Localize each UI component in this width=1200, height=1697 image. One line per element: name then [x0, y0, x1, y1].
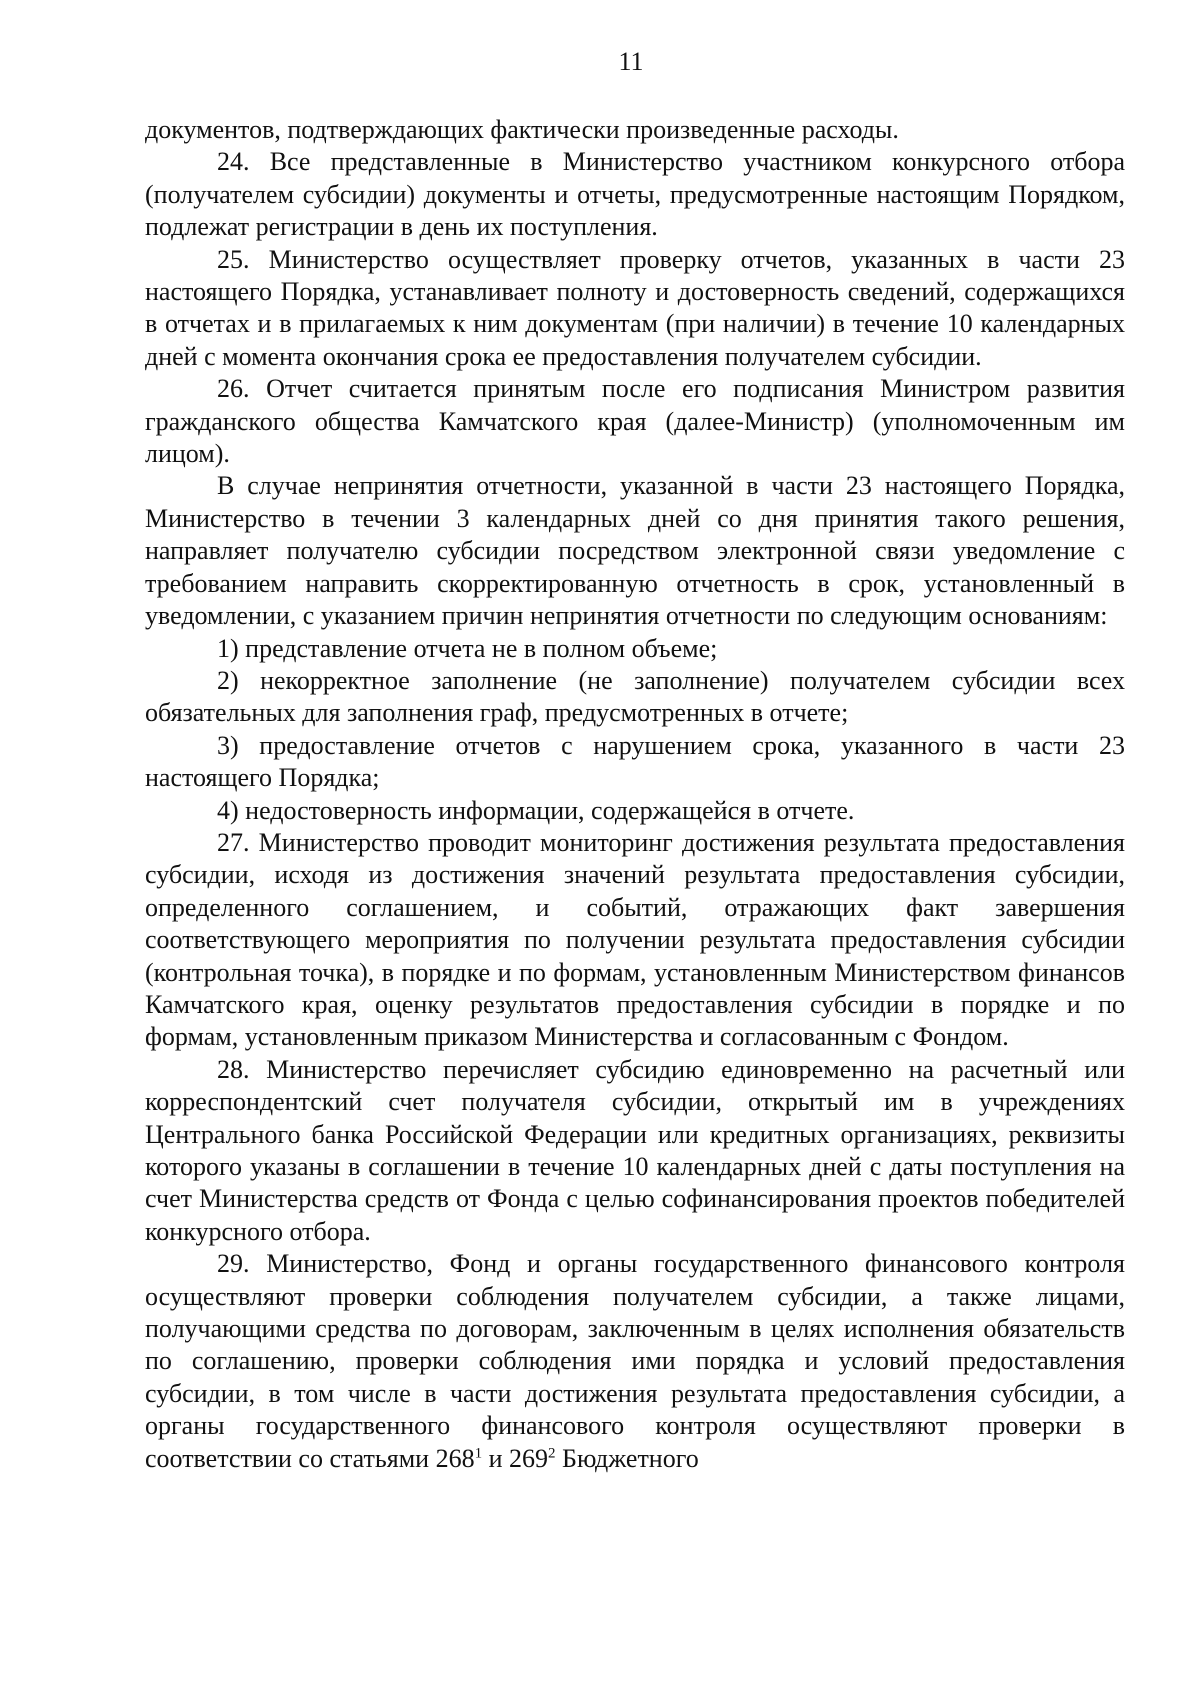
- list-item-1: 1) представление отчета не в полном объеме;: [217, 633, 718, 663]
- article-number-268: 268: [435, 1443, 475, 1473]
- list-item-4: 4) недостоверность информации, содержащейся в отчете.: [217, 795, 855, 825]
- paragraph-26-rejection: В случае непринятия отчетности, указанной в части 23 настоящего Порядка, Министерство в течении 3 календарных дней со дня принятия такого решения, направляет получателю субсидии посредством электронной связи уведомление с требованием направить скорректированную отчетность в срок, установленный в уведомлении, с указанием причин непринятия отчетности по следующим основаниям:: [145, 471, 1125, 631]
- paragraph-28: 28. Министерство перечисляет субсидию единовременно на расчетный или корреспондентский счет получателя субсидии, открытый им в учреждениях Центрального банка Российской Федерации или кредитных организациях, реквизиты которого указаны в соглашении в течение 10 календарных дней с даты поступления на счет Министерства средств от Фонда с целью софинансирования проектов победителей конкурсного отбора.: [145, 1054, 1125, 1246]
- paragraph-29: [145, 1248, 1125, 1475]
- document-body: [145, 114, 1125, 1475]
- article-number-269: 269: [509, 1443, 549, 1473]
- paragraph-26: 26. Отчет считается принятым после его подписания Министром развития гражданского общества Камчатского края (далее-Министр) (уполномоченным им лицом).: [145, 374, 1125, 469]
- paragraph-29-text: 29. Министерство, Фонд и органы государственного финансового контроля осуществляют проверки соблюдения получателем субсидии, а также лицами, получающими средства по договорам, заключенным в целях исполнения обязательств по соглашению, проверки соблюдения ими порядка и условий предоставления субсидии, в том числе в части достижения результата предоставления субсидии, а органы государственного финансового контроля осуществляют проверки в соответствии со статьями: [145, 1249, 1125, 1473]
- paragraph-continuation: документов, подтверждающих фактически произведенные расходы.: [145, 115, 899, 144]
- conjunction-and: и: [488, 1443, 503, 1473]
- paragraph-29-end: Бюджетного: [562, 1443, 699, 1473]
- page-number: 11: [618, 47, 644, 76]
- paragraph-24: 24. Все представленные в Министерство участником конкурсного отбора (получателем субсидии) документы и отчеты, предусмотренные настоящим Порядком, подлежат регистрации в день их поступления.: [145, 147, 1125, 242]
- paragraph-25: 25. Министерство осуществляет проверку отчетов, указанных в части 23 настоящего Порядка, устанавливает полноту и достоверность сведений, содержащихся в отчетах и в прилагаемых к ним документам (при наличии) в течение 10 календарных дней с момента окончания срока ее предоставления получателем субсидии.: [145, 244, 1125, 371]
- superscript-1: 1: [474, 1445, 483, 1461]
- superscript-2: 2: [548, 1445, 556, 1461]
- paragraph-27: 27. Министерство проводит мониторинг достижения результата предоставления субсидии, исходя из достижения значений результата предоставления субсидии, определенного соглашением, и событий, отражающих факт завершения соответствующего мероприятия по получении результата предоставления субсидии (контрольная точка), в порядке и по формам, установленным Министерством финансов Камчатского края, оценку результатов предоставления субсидии в порядке и по формам, установленным приказом Министерства и согласованным с Фондом.: [145, 827, 1125, 1052]
- list-item-3: 3) предоставление отчетов с нарушением срока, указанного в части 23 настоящего Порядка;: [145, 730, 1125, 793]
- list-item-2: 2) некорректное заполнение (не заполнение) получателем субсидии всех обязательных для заполнения граф, предусмотренных в отчете;: [145, 665, 1125, 728]
